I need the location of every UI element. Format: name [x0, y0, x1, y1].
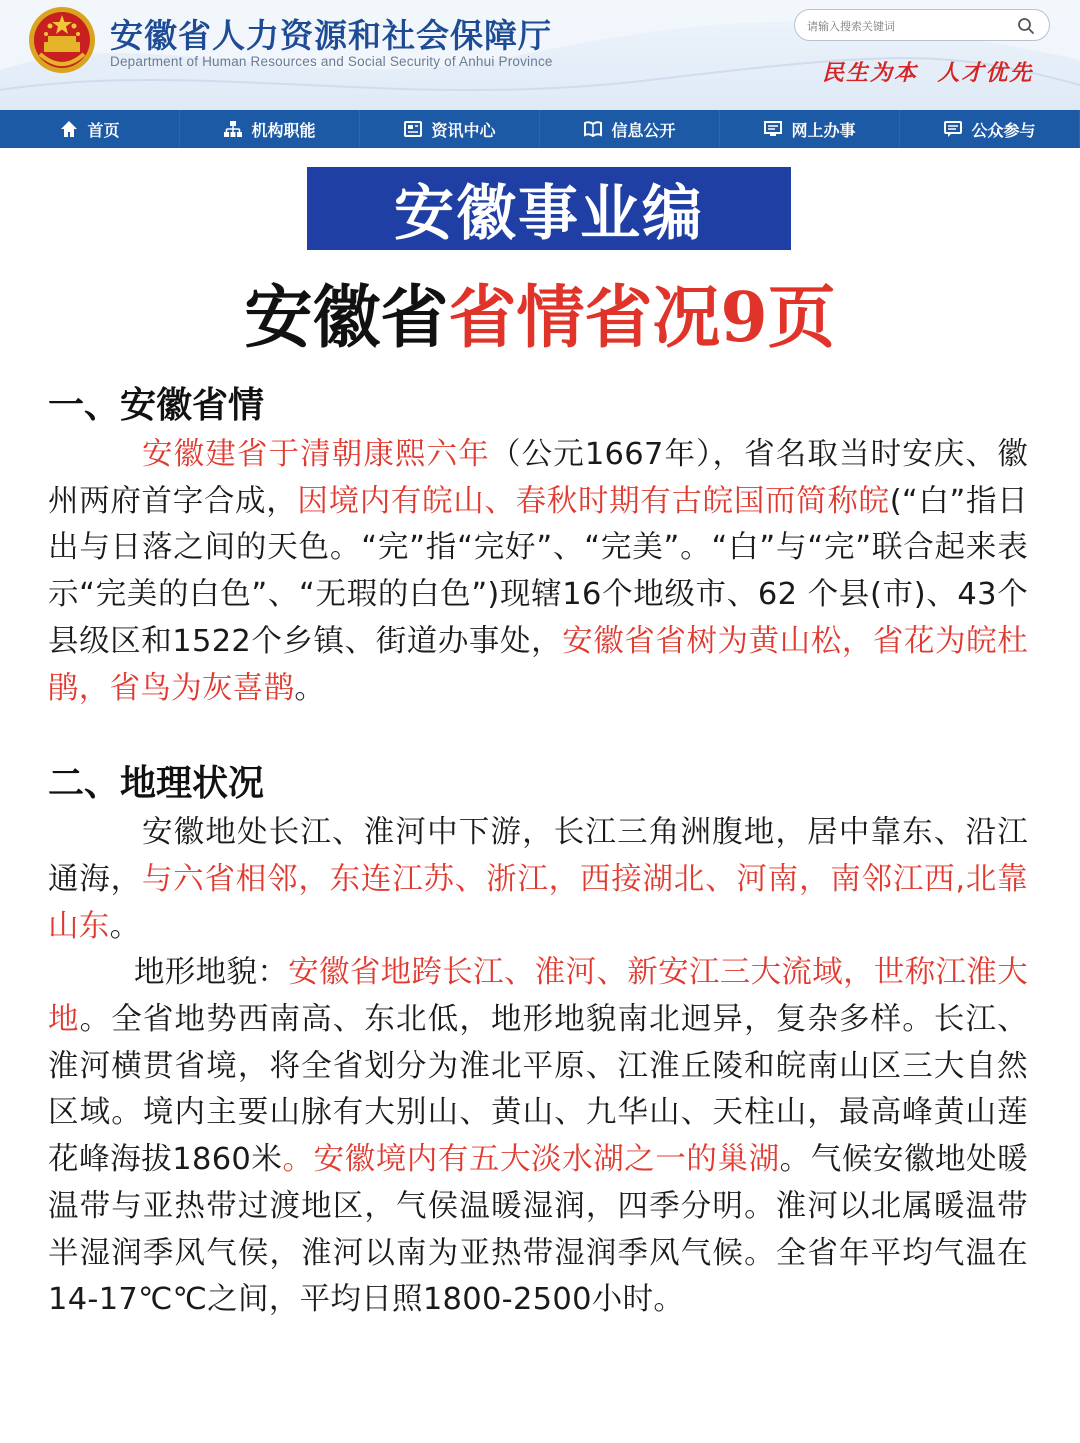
monitor-icon	[763, 119, 783, 139]
body-text: 地形地貌：	[134, 955, 289, 991]
nav-item-label: 首页	[87, 120, 120, 140]
chat-icon	[943, 119, 963, 139]
body-text: 。全省地势西南高、东北低，地形地貌南北迥异，复杂多样。长江、淮河横贯省境，将全省划分为淮北平原、江淮丘陵和皖南山区三大自然区域。境内主要山脉有大别山、黄山、九华山、天柱山，最高峰黄山莲花峰海拔1860米	[48, 1002, 1028, 1178]
section-spacer	[48, 712, 1028, 758]
section-heading: 二、地理状况	[48, 763, 265, 805]
nav-item-organization[interactable]	[180, 110, 360, 148]
body-text: 安徽地处长江、淮河中下游，长江三角洲腹地，居中靠东、沿江通海，	[48, 815, 1028, 897]
search-box[interactable]	[794, 9, 1050, 41]
highlighted-text: 与六省相邻，东连江苏、浙江，西接湖北、河南，南邻江西,北靠山东	[48, 861, 1028, 944]
body-text: (“白”指日出与日落之间的天色。“完”指“完好”、“完美”。“白”与“完”联合起来表示“完美的白色”、“无瑕的白色”)现辖16个地级市、62 个县(市)、43个县级区和1522个乡镇、街道办事处，	[48, 483, 1028, 659]
nav-item-label: 资讯中心	[431, 120, 496, 140]
main-nav	[0, 110, 1080, 148]
slogan: 民生为本 人才优先	[822, 60, 1034, 86]
book-icon	[583, 119, 603, 139]
article-content	[48, 380, 1028, 1324]
highlighted-text: 因境内有皖山、春秋时期有古皖国而简称皖	[297, 483, 890, 519]
nav-item-public-participation[interactable]	[900, 110, 1080, 148]
highlighted-text: 。安徽境内有五大淡水湖之一的巢湖	[282, 1142, 780, 1178]
nav-item-label: 公众参与	[971, 120, 1036, 140]
page-title-part1: 安徽省	[244, 278, 449, 358]
home-icon	[59, 119, 79, 139]
site-header	[0, 0, 1080, 110]
body-text: 。	[294, 670, 326, 706]
nav-item-news[interactable]	[360, 110, 540, 148]
search-icon[interactable]	[1017, 17, 1035, 35]
highlighted-text: 安徽省地跨长江、淮河、新安江三大流域，世称江淮大地	[48, 955, 1029, 1038]
page-title	[0, 270, 1080, 366]
news-icon	[403, 119, 423, 139]
search-input[interactable]	[807, 16, 1017, 36]
section1-paragraph	[48, 432, 1028, 712]
highlighted-text: 安徽省省树为黄山松，省花为皖杜鹃，省鸟为灰喜鹊	[48, 623, 1029, 706]
body-text: 。	[109, 908, 141, 944]
banner	[307, 167, 791, 250]
section2-paragraph-terrain	[48, 950, 1028, 1324]
banner-text: 安徽事业编	[394, 178, 704, 249]
nav-item-label: 网上办事	[791, 120, 856, 140]
highlighted-text: 安徽建省于清朝康熙六年	[142, 437, 490, 472]
national-emblem-icon[interactable]	[26, 4, 98, 76]
nav-item-label: 信息公开	[611, 120, 676, 140]
page-title-part2: 省情省况9页	[448, 278, 836, 358]
section-heading: 一、安徽省情	[48, 385, 265, 426]
nav-item-label: 机构职能	[251, 120, 316, 140]
body-text: （公元1667年），省名取当时安庆、徽州两府首字合成，	[48, 437, 1028, 519]
nav-item-disclosure[interactable]	[540, 110, 720, 148]
site-title[interactable]: 安徽省人力资源和社会保障厅	[110, 16, 552, 55]
site-subtitle: Department of Human Resources and Social Security of Anhui Province	[110, 54, 553, 69]
nav-item-online-services[interactable]	[720, 110, 900, 148]
section2-paragraph-location	[48, 810, 1028, 950]
org-chart-icon	[223, 119, 243, 139]
body-text: 。气候安徽地处暖温带与亚热带过渡地区，气侯温暖湿润，四季分明。淮河以北属暖温带半湿润季风气侯，淮河以南为亚热带湿润季风气候。全省年平均气温在14-17℃℃之间，平均日照1800-2500小时。	[48, 1142, 1028, 1318]
nav-item-home[interactable]	[0, 110, 180, 148]
